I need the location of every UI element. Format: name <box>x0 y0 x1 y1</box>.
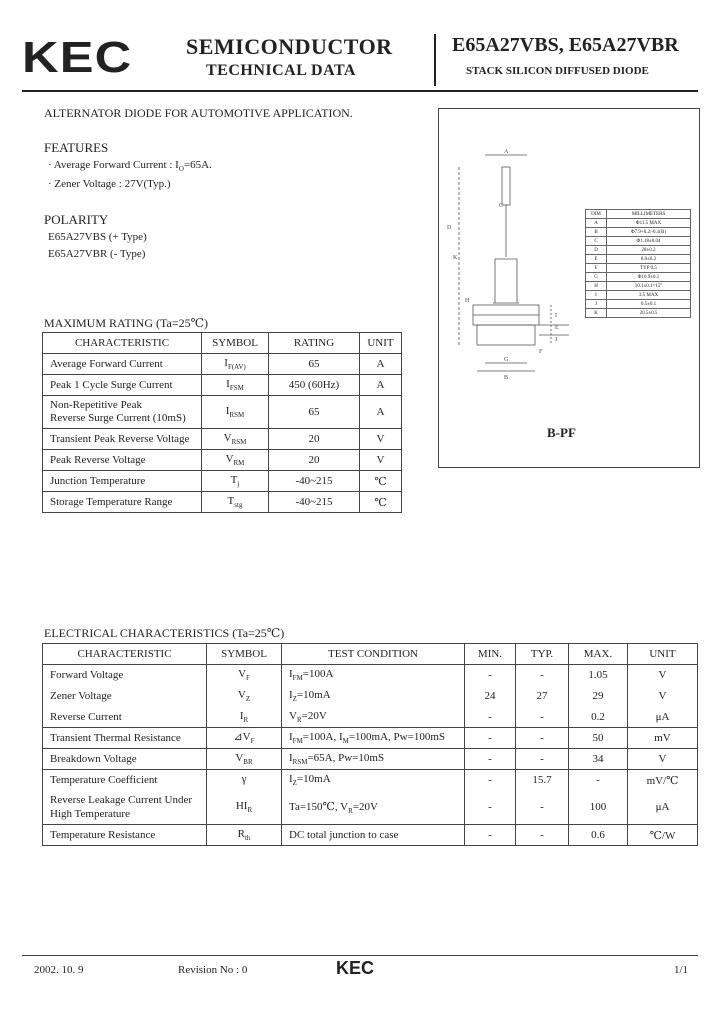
footer-rule <box>22 955 698 956</box>
dim-key: B <box>586 228 607 237</box>
ec-max: - <box>569 770 628 791</box>
package-diagram <box>438 108 700 468</box>
mr-header-char: CHARACTERISTIC <box>43 333 202 354</box>
mr-char <box>43 396 202 429</box>
mr-symbol <box>202 354 269 375</box>
ec-header-typ: TYP. <box>516 644 569 665</box>
dim-value: 20.5±0.5 <box>607 309 691 318</box>
ec-symbol <box>207 825 282 846</box>
dim-header-row <box>586 210 691 219</box>
ec-char: Breakdown Voltage <box>43 749 207 770</box>
ec-cond: I <box>289 730 293 743</box>
table-row <box>43 450 402 471</box>
ec-min: - <box>465 728 516 749</box>
ec-cond-rest: =65A, Pw=10mS <box>307 751 385 764</box>
dim-row <box>586 264 691 273</box>
dim-key: H <box>586 282 607 291</box>
ec-max: 100 <box>569 791 628 825</box>
table-row <box>43 728 698 749</box>
header-rule <box>22 90 698 92</box>
mr-unit: ℃ <box>360 471 402 492</box>
ec-cond-sub: FM <box>292 674 303 683</box>
mr-sym: V <box>223 431 232 444</box>
dim-row <box>586 300 691 309</box>
ec-unit: μA <box>628 791 698 825</box>
ec-header-unit: UNIT <box>628 644 698 665</box>
ec-sub: BR <box>243 758 253 767</box>
feature-item-zener: · Zener Voltage : 27V(Typ.) <box>48 178 171 190</box>
dim-key: D <box>586 246 607 255</box>
io-value: =65A. <box>183 159 212 171</box>
dim-label-k: K <box>453 255 458 261</box>
mr-symbol <box>202 429 269 450</box>
footer-page: 1/1 <box>674 964 689 976</box>
mr-sym: T <box>227 494 235 507</box>
mr-header-unit: UNIT <box>360 333 402 354</box>
dim-key: E <box>586 255 607 264</box>
ec-char: Forward Voltage <box>43 665 207 686</box>
mr-sub: F(AV) <box>227 363 246 372</box>
part-description: STACK SILICON DIFFUSED DIODE <box>466 65 649 77</box>
ec-cond-rest: =100A, I <box>302 730 343 743</box>
ec-cond: Ta=150℃, V <box>289 800 349 813</box>
dim-label-c: C <box>499 203 504 209</box>
mr-unit: V <box>360 450 402 471</box>
mr-char: Junction Temperature <box>43 471 202 492</box>
table-row <box>43 471 402 492</box>
dim-label-g: G <box>504 357 509 363</box>
mr-char: Transient Peak Reverse Voltage <box>43 429 202 450</box>
mr-sym: T <box>230 473 238 486</box>
ec-char: Temperature Coefficient <box>43 770 207 791</box>
mr-rating: 450 (60Hz) <box>269 375 360 396</box>
dim-label-f: F <box>539 349 543 355</box>
ec-max: 0.2 <box>569 707 628 728</box>
ec-char: Zener Voltage <box>43 686 207 707</box>
ec-cond-rest2: =100mA, Pw=100mS <box>348 730 445 743</box>
dim-key: I <box>586 291 607 300</box>
dim-header-mm: MILLIMETERS <box>607 210 691 219</box>
ec-condition <box>282 749 465 770</box>
ec-char-line2: High Temperature <box>50 808 130 821</box>
mr-rating: -40~215 <box>269 471 360 492</box>
dim-label-e: E <box>555 325 559 331</box>
ec-sym: I <box>239 709 244 722</box>
polarity-item-minus: E65A27VBR (- Type) <box>48 248 146 260</box>
dim-label-h: H <box>465 298 470 304</box>
ec-unit: V <box>658 690 667 702</box>
ec-cond-sub: R <box>296 715 302 724</box>
ec-symbol <box>207 665 282 686</box>
ec-min: - <box>465 665 516 686</box>
ec-symbol <box>207 791 282 825</box>
ec-cond-rest: =10mA <box>296 688 331 701</box>
ec-symbol <box>207 770 282 791</box>
ec-min: - <box>465 770 516 791</box>
ec-char: Transient Thermal Resistance <box>43 728 207 749</box>
mr-sub: RM <box>233 459 245 468</box>
ec-sym: HI <box>235 800 248 813</box>
ec-cond-sub: Z <box>292 695 297 704</box>
electrical-table <box>42 643 698 846</box>
electrical-title: ELECTRICAL CHARACTERISTICS (Ta=25℃) <box>44 626 285 640</box>
dim-value: 0.5±0.1 <box>607 300 691 309</box>
mr-symbol <box>202 375 269 396</box>
dim-key: C <box>586 237 607 246</box>
ec-symbol <box>207 728 282 749</box>
ec-cond: V <box>289 709 297 722</box>
polarity-title: POLARITY <box>44 212 109 227</box>
ec-typ: - <box>516 728 569 749</box>
footer-revision: Revision No : 0 <box>178 964 248 976</box>
dim-label-j: J <box>555 337 558 343</box>
ec-char: Temperature Resistance <box>43 825 207 846</box>
ec-cond-sub: R <box>348 806 353 815</box>
mr-unit: ℃ <box>360 492 402 513</box>
polarity-item-plus: E65A27VBS (+ Type) <box>48 231 147 243</box>
ec-sym: γ <box>241 773 247 786</box>
dim-row <box>586 228 691 237</box>
ec-symbol <box>207 686 282 707</box>
table-row <box>43 375 402 396</box>
feature-item-current <box>48 159 212 173</box>
ec-min: - <box>465 749 516 770</box>
table-row <box>43 665 698 686</box>
mr-rating: 65 <box>269 396 360 429</box>
mr-char: Storage Temperature Range <box>43 492 202 513</box>
mr-header-rating: RATING <box>269 333 360 354</box>
mr-unit: A <box>360 396 402 429</box>
ec-char <box>43 791 207 825</box>
mr-symbol <box>202 492 269 513</box>
mr-char: Average Forward Current <box>43 354 202 375</box>
ec-typ: - <box>516 749 569 770</box>
ec-cond-rest: =20V <box>352 800 378 813</box>
ec-min: - <box>465 707 516 728</box>
mr-unit: V <box>360 429 402 450</box>
ec-max: 50 <box>569 728 628 749</box>
dim-label-a: A <box>504 149 509 155</box>
ec-cond-rest: =10mA <box>296 773 331 786</box>
ec-sym: V <box>237 688 246 701</box>
table-row <box>43 686 698 707</box>
ec-symbol <box>207 749 282 770</box>
ec-typ: - <box>516 665 569 686</box>
ec-header-condition: TEST CONDITION <box>282 644 465 665</box>
ec-sub: F <box>246 674 250 683</box>
dim-row <box>586 255 691 264</box>
mr-sub: stg <box>234 501 243 510</box>
ec-cond-rest: =20V <box>301 709 327 722</box>
ec-cond: I <box>289 668 293 681</box>
ec-sym: ⊿V <box>233 731 251 744</box>
mr-sub: RSM <box>229 411 245 420</box>
ec-typ: - <box>516 825 569 846</box>
ec-condition <box>282 728 465 749</box>
feature-item-current-text: · Average Forward Current : I <box>48 159 179 171</box>
ec-condition <box>282 770 465 791</box>
table-row <box>43 354 402 375</box>
ec-min: 24 <box>465 686 516 707</box>
ec-symbol <box>207 707 282 728</box>
features-title: FEATURES <box>44 140 109 155</box>
footer-kec-logo: KEC <box>336 958 375 978</box>
dim-value: 10.1±0.1=15° <box>607 282 691 291</box>
ec-unit: V <box>658 669 667 682</box>
dim-row <box>586 291 691 300</box>
mr-sym: I <box>226 377 230 390</box>
dim-header-dim: DIM <box>586 210 607 219</box>
dim-key: G <box>586 273 607 282</box>
dim-key: F <box>586 264 607 273</box>
ec-sub: th <box>244 834 251 843</box>
ec-header-char: CHARACTERISTIC <box>43 644 207 665</box>
ec-typ: - <box>516 791 569 825</box>
ec-max: 0.6 <box>569 825 628 846</box>
table-row <box>43 492 402 513</box>
table-row <box>43 825 698 846</box>
ec-min: - <box>465 825 516 846</box>
ec-typ: - <box>516 707 569 728</box>
dim-value: Φ7.9+0.2/-0.1(B) <box>607 228 691 237</box>
io-subscript: O <box>178 165 184 174</box>
mr-sym: V <box>225 452 234 465</box>
dim-key: J <box>586 300 607 309</box>
ec-typ: 15.7 <box>516 770 569 791</box>
ec-char-line1: Reverse Leakage Current Under <box>50 794 193 807</box>
ec-cond-sub: Z <box>292 779 297 788</box>
mr-rating: 20 <box>269 429 360 450</box>
application-line: ALTERNATOR DIODE FOR AUTOMOTIVE APPLICATION. <box>44 106 353 120</box>
ec-sub: R <box>243 715 249 724</box>
table-row <box>43 791 698 825</box>
ec-condition <box>282 791 465 825</box>
dim-value: Φ10.9±0.1 <box>607 273 691 282</box>
mr-char-line2: Reverse Surge Current (10mS) <box>50 412 186 424</box>
ec-max: 34 <box>569 749 628 770</box>
ec-cond: I <box>289 773 293 786</box>
ec-unit: mV/℃ <box>646 774 679 787</box>
ec-unit: V <box>628 749 698 770</box>
ec-unit: μA <box>628 707 698 728</box>
mr-sub: FSM <box>229 384 244 393</box>
dim-value: 28±0.2 <box>607 246 691 255</box>
ec-max: 1.05 <box>569 665 628 686</box>
dim-row <box>586 246 691 255</box>
mr-char: Peak Reverse Voltage <box>43 450 202 471</box>
mr-char: Peak 1 Cycle Surge Current <box>43 375 202 396</box>
footer-date: 2002. 10. 9 <box>34 964 84 976</box>
mr-sym: I <box>225 404 230 417</box>
ec-cond-sub: FM <box>292 737 303 746</box>
ec-cond: I <box>289 688 293 701</box>
ec-typ: 27 <box>516 686 569 707</box>
dim-row <box>586 282 691 291</box>
ec-sym: V <box>238 668 247 681</box>
ec-condition <box>282 707 465 728</box>
ec-sym: V <box>235 751 244 764</box>
mr-rating: -40~215 <box>269 492 360 513</box>
dim-value: 3.5 MAX <box>607 291 691 300</box>
package-name: B-PF <box>547 425 576 440</box>
mr-header-symbol: SYMBOL <box>202 333 269 354</box>
max-rating-title: MAXIMUM RATING (Ta=25℃) <box>44 316 209 330</box>
header-semiconductor: SEMICONDUCTOR <box>186 34 393 59</box>
dim-label-b: B <box>504 375 509 381</box>
dim-row <box>586 237 691 246</box>
table-row <box>43 770 698 791</box>
ec-sub: R <box>247 806 253 815</box>
table-row <box>43 396 402 429</box>
mr-char-line1: Non-Repetitive Peak <box>50 399 142 411</box>
ec-cond-sub: RSM <box>292 758 308 767</box>
mr-rating: 20 <box>269 450 360 471</box>
ec-cond-rest: =100A <box>302 668 334 681</box>
mr-sub: j <box>237 480 240 489</box>
ec-sub: Z <box>245 695 251 704</box>
header-divider <box>434 34 436 86</box>
table-row <box>43 707 698 728</box>
ec-unit: mV <box>628 728 698 749</box>
dim-row <box>586 273 691 282</box>
ec-sub: F <box>250 737 255 746</box>
mr-symbol <box>202 396 269 429</box>
dim-value: Φ11.5 MAX <box>607 219 691 228</box>
mr-sub: RSM <box>231 438 247 447</box>
dim-key: K <box>586 309 607 318</box>
table-row <box>43 429 402 450</box>
max-rating-table <box>42 332 402 513</box>
mr-unit: A <box>360 375 402 396</box>
dim-value: 8.0±0.2 <box>607 255 691 264</box>
ec-cond: I <box>289 751 293 764</box>
ec-min: - <box>465 791 516 825</box>
ec-unit: ℃/W <box>628 825 698 846</box>
part-number: E65A27VBS, E65A27VBR <box>452 34 679 56</box>
ec-header-symbol: SYMBOL <box>207 644 282 665</box>
ec-cond-sub2: M <box>342 737 349 746</box>
dim-key: A <box>586 219 607 228</box>
ec-header-max: MAX. <box>569 644 628 665</box>
dim-label-i: I <box>555 313 557 319</box>
dim-label-d: D <box>447 225 452 231</box>
dim-row <box>586 309 691 318</box>
mr-rating: 65 <box>269 354 360 375</box>
ec-max: 29 <box>569 686 628 707</box>
table-row <box>43 749 698 770</box>
ec-header-min: MIN. <box>465 644 516 665</box>
kec-logo: KEC <box>22 33 133 82</box>
dimension-table <box>585 209 691 318</box>
ec-char: Reverse Current <box>43 707 207 728</box>
mr-symbol <box>202 471 269 492</box>
ec-condition: DC total junction to case <box>282 825 465 846</box>
mr-sym: I <box>224 356 228 369</box>
ec-condition <box>282 665 465 686</box>
mr-unit: A <box>360 354 402 375</box>
dim-value: TYP 0.5 <box>607 264 691 273</box>
ec-condition <box>282 686 465 707</box>
dim-row <box>586 219 691 228</box>
mr-symbol <box>202 450 269 471</box>
dim-value: Φ1.18±0.04 <box>607 237 691 246</box>
ec-sym: R <box>237 827 245 840</box>
header-technical-data: TECHNICAL DATA <box>206 62 356 79</box>
